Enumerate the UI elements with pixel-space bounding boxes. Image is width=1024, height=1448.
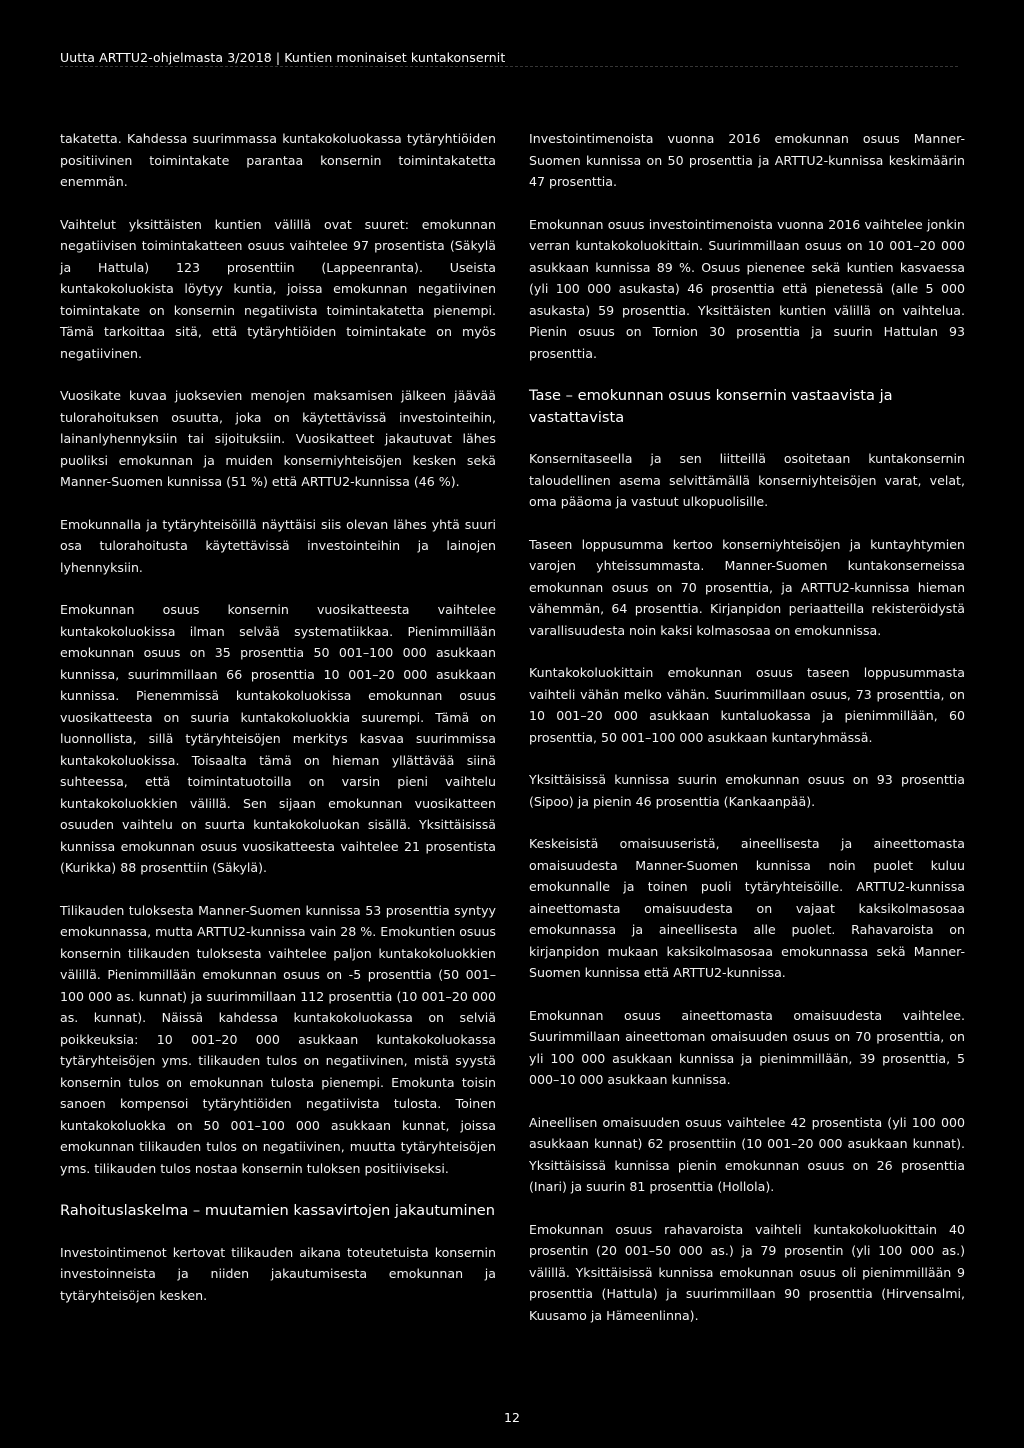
left-paragraph-6: Tilikauden tuloksesta Manner-Suomen kunnissa 53 prosenttia syntyy emokunnassa, mutta ARTTU2-kunnissa vain 28 %. Emokuntien osuus konsernin tilikauden tuloksesta vaihtelee paljon kuntakokoluokkien välillä. Pienimmillään emokunnan osuus on -5 prosenttia (50 001–100 000 as. kunnat) ja suurimmillaan 112 prosenttia (10 001–20 000 as. kunnat). Näissä kahdessa kuntakokoluokassa on selviä poikkeuksia: 10 001–20 000 asukkaan kuntakokoluokassa tytäryhteisöjen yms. tilikauden tulos on negatiivinen, mistä syystä konsernin tulos on emokunnan tulosta pienempi. Emokunta toisin sanoen kompensoi tytäryhtiöiden negatiivista tulosta. Toinen kuntakokoluokka on 50 001–100 000 asukkaan kunnat, joissa emokunnan tilikauden tulos on negatiivinen, muutta tytäryhteisöjen yms. tilikauden tulos nostaa konsernin tuloksen positiiviseksi. [60, 902, 496, 1176]
right-paragraph-5: Kuntakokoluokittain emokunnan osuus taseen loppusummasta vaihteli vähän melko vähän. Suurimmillaan osuus, 73 prosenttia, on 10 001–20 000 asukkaan kuntaluokassa ja pienimmillään, 60 prosenttia, 50 001–100 000 asukkaan kuntaryhmässä. [529, 665, 965, 745]
left-paragraph-1: takatetta. Kahdessa suurimmassa kuntakokoluokassa tytäryhtiöiden positiivinen toimintakate parantaa konsernin toimintakatetta enemmän. [60, 131, 496, 189]
left-paragraph-7: Investointimenot kertovat tilikauden aikana toteutetuista konsernin investoinneista ja niiden jakautumisesta emokunnan ja tytäryhteisöjen kesken. [60, 1244, 496, 1303]
right-paragraph-8: Emokunnan osuus aineettomasta omaisuudesta vaihtelee. Suurimmillaan aineettoman omaisuuden osuus on 70 prosenttia, on yli 100 000 asukkaan kunnissa ja pienimmillään, 39 prosenttia, 5 000–10 000 asukkaan kunnissa. [529, 1007, 965, 1087]
right-paragraph-1: Investointimenoista vuonna 2016 emokunnan osuus Manner-Suomen kunnissa on 50 prosenttia ja ARTTU2-kunnissa keskimäärin 47 prosenttia. [529, 131, 965, 189]
section-heading-tase: Tase – emokunnan osuus konsernin vastaavista ja vastattavista [529, 387, 893, 426]
left-paragraph-2: Vaihtelut yksittäisten kuntien välillä ovat suuret: emokunnan negatiivisen toimintakatteen osuus vaihtelee 97 prosentista (Säkylä ja Hattula) 123 prosenttiin (Lappeenranta). Useista kuntakokoluokista löytyy kuntia, joissa emokunnan negatiivinen toimintakate on konsernin negatiivista toimintakatetta pienempi. Tämä tarkoittaa sitä, että tytäryhtiöiden toimintakate on myös negatiivinen. [60, 216, 496, 361]
right-paragraph-3: Konsernitaseella ja sen liitteillä osoitetaan kuntakonsernin taloudellinen asema selvittämällä konserniyhteisöjen varat, velat, oma pääoma ja vastuut ulkopuolisille. [529, 451, 965, 509]
right-paragraph-10: Emokunnan osuus rahavaroista vaihteli kuntakokoluokittain 40 prosentin (20 001–50 000 as.) ja 79 prosentin (yli 100 000 as.) välillä. Yksittäisissä kunnissa emokunnan osuus oli pienimmillään 9 prosenttia (Hattula) ja suurimmillaan 90 prosenttia (Hirvensalmi, Kuusamo ja Hämeenlinna). [529, 1221, 965, 1323]
right-paragraph-6: Yksittäisissä kunnissa suurin emokunnan osuus on 93 prosenttia (Sipoo) ja pienin 46 prosenttia (Kankaanpää). [529, 772, 965, 809]
header-divider [60, 66, 958, 68]
left-paragraph-3: Vuosikate kuvaa juoksevien menojen maksamisen jälkeen jäävää tulorahoituksen osuutta, joka on käytettävissä investointeihin, lainanlyhennyksiin tai sijoituksiin. Vuosikatteet jakautuvat lähes puoliksi emokunnan ja muiden konserniyhteisöjen kesken sekä Manner-Suomen kunnissa (51 %) että ARTTU2-kunnissa (46 %). [60, 388, 496, 489]
right-paragraph-4: Taseen loppusumma kertoo konserniyhteisöjen ja kuntayhtymien varojen yhteissummasta. Manner-Suomen kuntakonserneissa emokunnan osuus on 70 prosenttia, ja ARTTU2-kunnissa hieman vähemmän, 64 prosenttia. Kirjanpidon periaatteilla rekisteröidystä varallisuudesta noin kaksi kolmasosaa on emokunnissa. [529, 536, 965, 638]
right-paragraph-2: Emokunnan osuus investointimenoista vuonna 2016 vaihtelee jonkin verran kuntakokoluokittain. Suurimmillaan osuus on 10 001–20 000 asukkaan kunnissa 89 %. Osuus pienenee sekä kuntien kasvaessa (yli 100 000 asukasta) 46 prosenttia että pienetessä (alle 5 000 asukasta) 59 prosenttia. Yksittäisten kuntien välillä on vaihtelua. Pienin osuus on Tornion 30 prosenttia ja suurin Hattulan 93 prosenttia. [529, 216, 965, 361]
right-column [529, 128, 965, 1347]
section-heading-rahoituslaskelma: Rahoituslaskelma – muutamien kassavirtojen jakautuminen [60, 1202, 496, 1219]
right-paragraph-7: Keskeisistä omaisuuseristä, aineellisesta ja aineettomasta omaisuudesta Manner-Suomen kunnissa noin puolet kuluu emokunnalle ja toinen puoli tytäryhteisöille. ARTTU2-kunnissa aineettomasta omaisuudesta on vajaat kaksikolmasosaa emokunnassa ja aineellisesta alle puolet. Rahavaroista on kirjanpidon mukaan kaksikolmasosaa emokunnassa sekä Manner-Suomen kunnissa että ARTTU2-kunnissa. [529, 836, 965, 980]
left-paragraph-4: Emokunnalla ja tytäryhteisöillä näyttäisi siis olevan lähes yhtä suuri osa tulorahoitusta käytettävissä investointeihin ja lainojen lyhennyksiin. [60, 516, 496, 575]
left-paragraph-5: Emokunnan osuus konsernin vuosikatteesta vaihtelee kuntakokoluokissa ilman selvää systematiikkaa. Pienimmillään emokunnan osuus on 35 prosenttia 50 001–100 000 asukkaan kunnissa, suurimmillaan 66 prosenttia 10 001–20 000 asukkaan kunnissa. Pienemmissä kuntakokoluokissa emokunnan osuus vuosikatteesta on suuria kuntakokoluokkia suurempi. Tämä on luonnollista, sillä tytäryhteisöjen merkitys kasvaa suurimmissa kuntakokoluokissa. Toisaalta tämä on hieman yllättävää siinä suhteessa, että toimintatuotoilla on varsin pieni vaihtelu kuntakokoluokkien välillä. Sen sijaan emokunnan vuosikatteen osuuden vaihtelu on suurta kuntakokoluokan sisällä. Yksittäisissä kunnissa emokunnan osuus vuosikatteesta vaihtelee 21 prosentista (Kurikka) 88 prosenttiin (Säkylä). [60, 602, 496, 875]
running-header: Uutta ARTTU2-ohjelmasta 3/2018 | Kuntien moninaiset kuntakonsernit [60, 50, 506, 65]
left-column [60, 128, 496, 1327]
page-number: 12 [504, 1410, 520, 1425]
right-paragraph-9: Aineellisen omaisuuden osuus vaihtelee 42 prosentista (yli 100 000 asukkaan kunnat) 62 prosenttiin (10 001–20 000 asukkaan kunnat). Yksittäisissä kunnissa pienin emokunnan osuus on 26 prosenttia (Inari) ja suurin 81 prosenttia (Hollola). [529, 1114, 965, 1194]
